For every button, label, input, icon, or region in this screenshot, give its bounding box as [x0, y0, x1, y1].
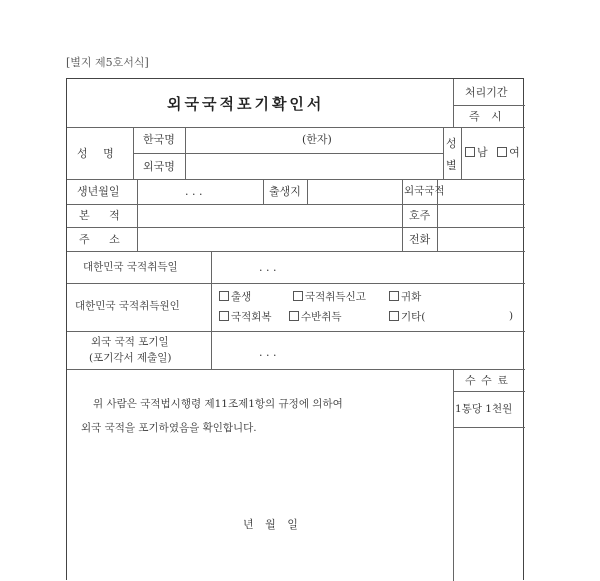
- col-divider: [263, 179, 264, 204]
- col-divider: [133, 127, 134, 179]
- option-label: 수반취득: [301, 311, 342, 323]
- option-restoration[interactable]: [219, 311, 272, 323]
- acquisition-reason-label: 대한민국 국적취득원인: [75, 300, 180, 312]
- checkbox[interactable]: [389, 291, 399, 301]
- col-divider: [443, 127, 444, 179]
- col-divider: [453, 369, 454, 581]
- statement-line-2: 외국 국적을 포기하였음을 확인합니다.: [81, 422, 257, 434]
- row-divider: [67, 179, 525, 180]
- acquisition-date-label: 대한민국 국적취득일: [83, 261, 178, 273]
- row-divider: [67, 251, 525, 252]
- korean-name-label: 한국명: [143, 133, 175, 146]
- processing-period-label: 처리기간: [465, 86, 508, 99]
- row-divider: [67, 331, 525, 332]
- household-head-label: 호주: [409, 209, 431, 222]
- domicile-label: 본 적: [79, 209, 128, 222]
- col-divider: [137, 179, 138, 251]
- row-divider: [67, 204, 525, 205]
- male-label: 남: [477, 146, 488, 159]
- renounce-date-sublabel: (포기각서 제출일): [89, 352, 172, 364]
- row-divider: [67, 369, 525, 370]
- option-nationality-report[interactable]: [293, 291, 366, 303]
- checkbox[interactable]: [289, 311, 299, 321]
- col-divider: [211, 251, 212, 369]
- checkbox[interactable]: [293, 291, 303, 301]
- form-number: [별지 제5호서식]: [66, 56, 149, 69]
- row-divider: [133, 153, 443, 154]
- acquisition-date-field[interactable]: . . .: [259, 261, 277, 274]
- row-divider: [67, 227, 525, 228]
- name-section-label: 성 명: [77, 147, 120, 160]
- female-label: 여: [509, 146, 520, 159]
- phone-label: 전화: [409, 233, 431, 246]
- option-label: 기타(: [401, 311, 426, 323]
- birthplace-label: 출생지: [269, 185, 301, 198]
- option-accompanying[interactable]: [289, 311, 342, 323]
- col-divider: [185, 127, 186, 179]
- option-label: 출생: [231, 291, 252, 303]
- option-other-close: ): [509, 310, 514, 322]
- hanja-label: (한자): [302, 133, 332, 146]
- col-divider: [307, 179, 308, 204]
- foreign-name-label: 외국명: [143, 160, 175, 173]
- row-divider: [67, 283, 525, 284]
- option-other[interactable]: [389, 311, 425, 323]
- issue-date-line: 년 월 일: [243, 518, 302, 531]
- option-birth[interactable]: [219, 291, 251, 303]
- col-divider: [453, 79, 454, 127]
- form-table: [66, 78, 524, 580]
- address-label: 주 소: [79, 233, 128, 246]
- statement-line-1: 위 사람은 국적법시행령 제11조제1항의 규정에 의하여: [93, 398, 343, 410]
- processing-period-value: 즉 시: [469, 110, 506, 123]
- checkbox[interactable]: [219, 291, 229, 301]
- birth-date-label: 생년월일: [77, 185, 120, 198]
- row-divider: [453, 427, 525, 428]
- sex-label: 성별: [446, 137, 457, 172]
- option-label: 귀화: [401, 291, 422, 303]
- col-divider: [461, 127, 462, 179]
- checkbox[interactable]: [219, 311, 229, 321]
- sex-options[interactable]: [465, 147, 520, 158]
- option-label: 국적회복: [231, 311, 272, 323]
- renounce-date-field[interactable]: . . .: [259, 346, 277, 359]
- form-title: 외국국적포기확인서: [167, 95, 325, 113]
- row-divider: [453, 105, 525, 106]
- checkbox[interactable]: [389, 311, 399, 321]
- male-checkbox[interactable]: [465, 147, 475, 157]
- renounce-date-label: 외국 국적 포기일: [91, 336, 169, 348]
- birth-date-field[interactable]: . . .: [185, 185, 203, 198]
- row-divider: [67, 127, 525, 128]
- foreign-nationality-label: 외국국적: [404, 185, 445, 197]
- fee-label: 수 수 료: [465, 374, 509, 387]
- row-divider: [453, 391, 525, 392]
- female-checkbox[interactable]: [497, 147, 507, 157]
- col-divider: [402, 179, 403, 251]
- fee-value: 1통당 1천원: [455, 403, 513, 415]
- option-label: 국적취득신고: [305, 291, 366, 303]
- option-naturalization[interactable]: [389, 291, 421, 303]
